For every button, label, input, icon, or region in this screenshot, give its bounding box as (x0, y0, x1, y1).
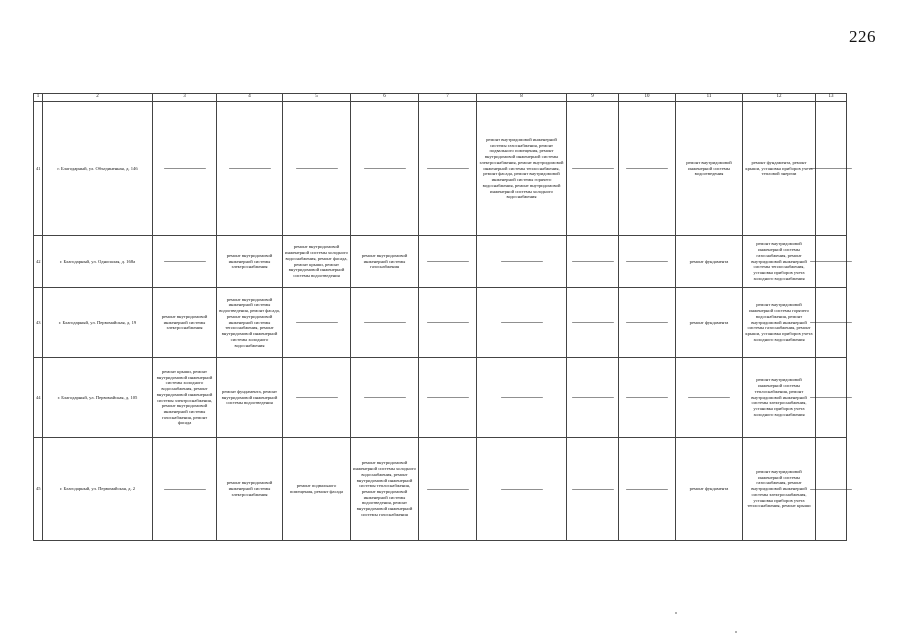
column-header: 11 (676, 94, 743, 102)
cell-col5: ремонт подвального помещения, ремонт фасада (283, 438, 351, 541)
scan-speck (675, 612, 677, 614)
column-header: 2 (43, 94, 153, 102)
row-number: 45 (34, 438, 43, 541)
cell-col12: ремонт фундамента, ремонт крыши, установка приборов учета тепловой энергии (743, 102, 816, 236)
page-number: 226 (849, 27, 876, 46)
cell-col5: ремонт внутридомовой инженерной системы холодного водоснабжения, ремонт фасада, ремонт крыши, ремонт внутридомовой инженерной системы водоотведения (283, 236, 351, 288)
cell-col10: —— (619, 358, 676, 438)
cell-col8: ремонт внутридомовой инженерной системы газоснабжения, ремонт подвального помещения, ремонт внутридомовой инженерной системы электроснабжения, ремонт внутридомовой инженерной системы теплоснабжения, ремонт фасада, ремонт внутридомовой инженерной системы горячего водоснабжения, ремонт внутридомовой инженерной системы холодного водоснабжения (477, 102, 567, 236)
cell-col8: —— (477, 438, 567, 541)
column-header: 10 (619, 94, 676, 102)
row-address: г. Благодарный, ул. Первомайская, д. 2 (43, 438, 153, 541)
cell-col9: —— (567, 236, 619, 288)
column-header: 1 (34, 94, 43, 102)
cell-col5: —— (283, 288, 351, 358)
cell-col6: ремонт внутридомовой инженерной системы газоснабжения (351, 236, 419, 288)
row-address: г. Благодарный, ул. Первомайская, д. 19 (43, 288, 153, 358)
cell-col3: —— (153, 438, 217, 541)
row-number: 43 (34, 288, 43, 358)
cell-col7: —— (419, 236, 477, 288)
cell-col7: —— (419, 358, 477, 438)
cell-col6: —— (351, 358, 419, 438)
row-number: 44 (34, 358, 43, 438)
row-address: г. Благодарный, ул. Однопалая, д. 168а (43, 236, 153, 288)
cell-col13: —— (816, 358, 847, 438)
table-row (34, 102, 847, 236)
column-header: 7 (419, 94, 477, 102)
cell-col6: —— (351, 288, 419, 358)
column-header: 5 (283, 94, 351, 102)
column-header: 6 (351, 94, 419, 102)
column-header: 12 (743, 94, 816, 102)
row-address: г. Благодарный, ул. Первомайская, д. 105 (43, 358, 153, 438)
row-address: г. Благодарный, ул. Объединенная, д. 146 (43, 102, 153, 236)
cell-col6: ремонт внутридомовой инженерной системы холодного водоснабжения, ремонт внутридомовой инженерной системы теплоснабжения, ремонт внутридомовой инженерной системы водоотведения, ремонт внутридомовой инженерной системы газоснабжения (351, 438, 419, 541)
cell-col7: —— (419, 288, 477, 358)
column-header: 13 (816, 94, 847, 102)
cell-col5: —— (283, 102, 351, 236)
cell-col10: —— (619, 288, 676, 358)
cell-col11: ремонт внутридомовой инженерной системы водоотведения (676, 102, 743, 236)
cell-col3: —— (153, 236, 217, 288)
cell-col12: ремонт внутридомовой инженерной системы горячего водоснабжения, ремонт внутридомовой инженерной системы газоснабжения, ремонт крыши, установка приборов учета холодного водоснабжения (743, 288, 816, 358)
column-header: 9 (567, 94, 619, 102)
cell-col13: —— (816, 102, 847, 236)
row-number: 41 (34, 102, 43, 236)
repair-schedule-table (33, 93, 852, 541)
cell-col12: ремонт внутридомовой инженерной системы теплоснабжения, ремонт внутридомовой инженерной системы электроснабжения, установка приборов учета холодного водоснабжения (743, 358, 816, 438)
cell-col3: ремонт крыши, ремонт внутридомовой инженерной системы холодного водоснабжения, ремонт внутридомовой инженерной системы электроснабжения, ремонт внутридомовой инженерной системы газоснабжения, ремонт фасада (153, 358, 217, 438)
cell-col8: —— (477, 288, 567, 358)
table-row (34, 288, 847, 358)
cell-col8: —— (477, 236, 567, 288)
cell-col4: ремонт фундамента, ремонт внутридомовой инженерной системы водоотведения (217, 358, 283, 438)
cell-col9: —— (567, 288, 619, 358)
cell-col9: —— (567, 102, 619, 236)
row-number: 42 (34, 236, 43, 288)
cell-col7: —— (419, 438, 477, 541)
table-row (34, 438, 847, 541)
cell-col4: ремонт внутридомовой инженерной системы водоотведения, ремонт фасада, ремонт внутридомовой инженерной системы теплоснабжения, ремонт внутридомовой инженерной системы холодного водоснабжения (217, 288, 283, 358)
cell-col7: —— (419, 102, 477, 236)
cell-col4: ремонт внутридомовой инженерной системы электроснабжения (217, 236, 283, 288)
cell-col10: —— (619, 438, 676, 541)
cell-col3: —— (153, 102, 217, 236)
scan-speck (735, 631, 737, 633)
column-number-row (34, 94, 847, 102)
cell-col11: ремонт фундамента (676, 438, 743, 541)
cell-col13: —— (816, 288, 847, 358)
column-header: 4 (217, 94, 283, 102)
cell-col12: ремонт внутридомовой инженерной системы газоснабжения, ремонт внутридомовой инженерной системы электроснабжения, установка приборов учета теплоснабжения, ремонт крыши (743, 438, 816, 541)
column-header: 8 (477, 94, 567, 102)
cell-col13: —— (816, 236, 847, 288)
column-header: 3 (153, 94, 217, 102)
cell-col13: —— (816, 438, 847, 541)
table-row (34, 358, 847, 438)
cell-col8: —— (477, 358, 567, 438)
cell-col4: ремонт внутридомовой инженерной системы электроснабжения (217, 438, 283, 541)
cell-col10: —— (619, 102, 676, 236)
table-row (34, 236, 847, 288)
cell-col6: —— (351, 102, 419, 236)
cell-col9: —— (567, 358, 619, 438)
cell-col12: ремонт внутридомовой инженерной системы газоснабжения, ремонт внутридомовой инженерной системы теплоснабжения, установка приборов учета холодного водоснабжения (743, 236, 816, 288)
cell-col11: ремонт фундамента (676, 288, 743, 358)
cell-col4: —— (217, 102, 283, 236)
cell-col10: —— (619, 236, 676, 288)
cell-col3: ремонт внутридомовой инженерной системы электроснабжения (153, 288, 217, 358)
cell-col11: ремонт фундамента (676, 236, 743, 288)
cell-col5: —— (283, 358, 351, 438)
cell-col11: —— (676, 358, 743, 438)
cell-col9: —— (567, 438, 619, 541)
